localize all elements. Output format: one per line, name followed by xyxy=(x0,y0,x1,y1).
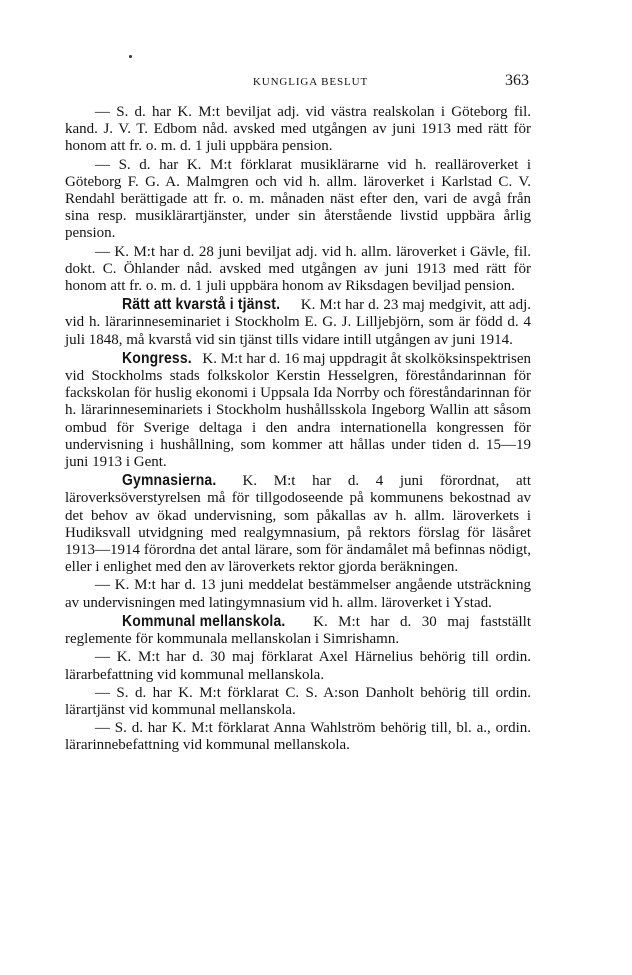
paragraph: — S. d. har K. M:t beviljat adj. vid västra realskolan i Göteborg fil. kand. J. V. T. Edbom nåd. avsked med utgången av juni 1913 med rätt för honom att fr. o. m. d. 1 juli uppbära pension. xyxy=(65,104,531,155)
section-paragraph xyxy=(65,296,531,349)
section-text: K. M:t har d. 4 juni förordnat, att läroverksöverstyrelsen må för tillgodoseende på kommunens bekostnad av det behov av ökad undervisning, som påkallas av h. allm. läroverkets i Hudiksvall utvidgning med realgymnasium, på rektors förslag för läsåret 1913—1914 förordna det antal lärare, som för ändamålet må befinnas nödigt, eller i enlighet med den av läroverkets rektor gjorda beräkningen. xyxy=(65,473,531,576)
section-heading: Kongress. xyxy=(122,349,192,367)
section-text: K. M:t har d. 23 maj medgivit, att adj. vid h. lärarinneseminariet i Stockholm E. G. J. Lilljebjörn, som är född d. 4 juli 1848, må kvarstå vid sin tjänst tills vidare intill utgången av juni 1914. xyxy=(65,297,531,348)
section-paragraph xyxy=(65,350,531,471)
paragraph: — K. M:t har d. 30 maj förklarat Axel Härnelius behörig till ordin. lärarbefattning vid kommunal mellanskola. xyxy=(65,649,531,683)
section-heading: Kommunal mellanskola. xyxy=(122,612,286,630)
page-number: 363 xyxy=(505,72,529,89)
paragraph: — S. d. har K. M:t förklarat musiklärarne vid h. realläroverket i Göteborg F. G. A. Malmgren och vid h. allm. läroverket i Karlstad C. V. Rendahl berättigade att fr. o. m. månaden näst efter den, vari de avgå från sina resp. musiklärartjänster, under sin återstående livstid uppbära årlig pension. xyxy=(65,156,531,242)
section-heading: Gymnasierna. xyxy=(122,472,217,490)
paragraph: — K. M:t har d. 28 juni beviljat adj. vid h. allm. läroverket i Gävle, fil. dokt. C. Öhlander nåd. avsked med utgången av juni 1913 med rätt för honom att fr. o. m. d. 1 juli uppbära honom av Riksdagen beviljad pension. xyxy=(65,243,531,295)
print-speck xyxy=(129,55,132,58)
section-heading: Rätt att kvarstå i tjänst. xyxy=(122,296,281,314)
page-body xyxy=(65,104,531,756)
section-text: K. M:t har d. 30 maj fastställt reglemente för kommunala mellanskolan i Simrishamn. xyxy=(65,613,531,648)
section-text: K. M:t har d. 16 maj uppdragit åt skolköksinspektrisen vid Stockholms stads folkskolor Kerstin Hesselgren, föreståndarinnan för fackskolan för huslig ekonomi i Uppsala Ida Norrby och föreståndarinnan för h. lärarinneseminariets i Stockholm hushållsskola Ingeborg Wallin att såsom ombud för Sverige deltaga i den andra internationella kongressen för undervisning i hushållning, som kommer att hållas under tiden d. 15—19 juni 1913 i Gent. xyxy=(65,350,531,471)
section-paragraph xyxy=(65,613,531,648)
running-title: KUNGLIGA BESLUT xyxy=(252,76,369,88)
page-header xyxy=(92,72,529,96)
paragraph: — K. M:t har d. 13 juni meddelat bestämmelser angående utsträckning av undervisningen med latingymnasium vid h. allm. läroverket i Ystad. xyxy=(65,577,531,611)
paragraph: — S. d. har K. M:t förklarat C. S. A:son Danholt behörig till ordin. lärartjänst vid kommunal mellanskola. xyxy=(65,684,531,718)
section-paragraph xyxy=(65,472,531,576)
paragraph: — S. d. har K. M:t förklarat Anna Wahlström behörig till, bl. a., ordin. lärarinnebefattning vid kommunal mellanskola. xyxy=(65,720,531,754)
